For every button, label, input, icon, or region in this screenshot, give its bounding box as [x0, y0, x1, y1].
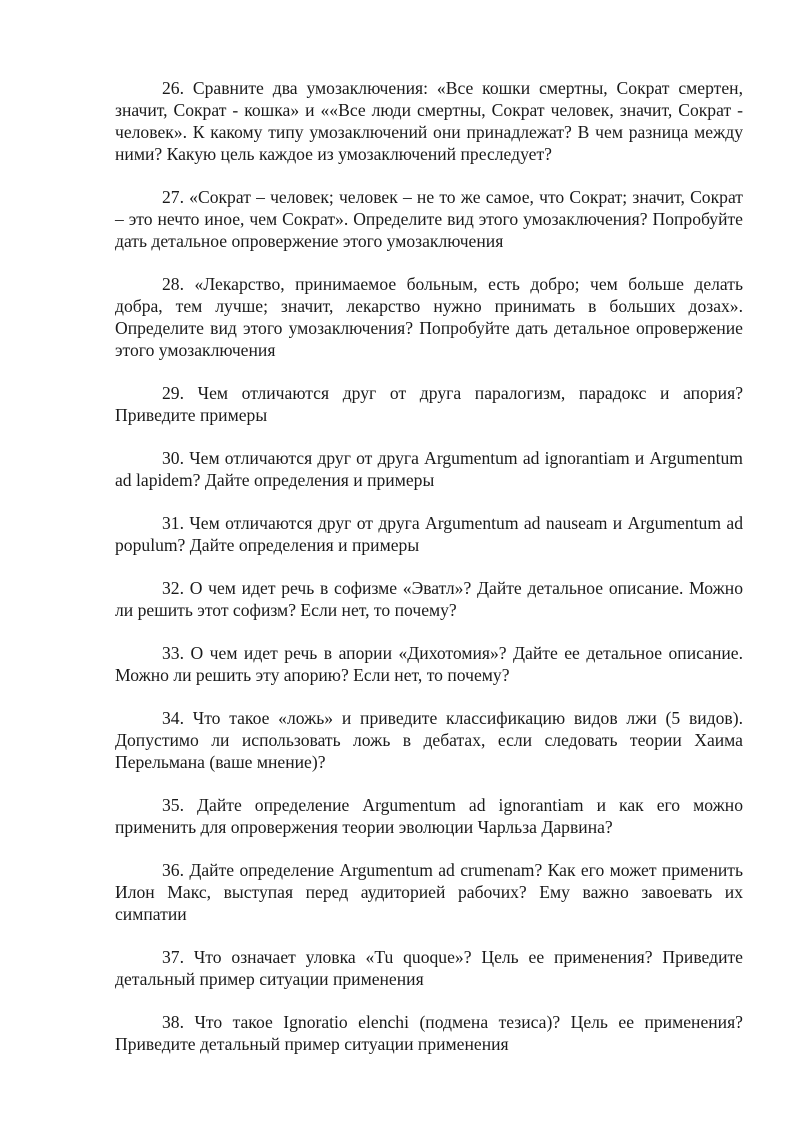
- question-37: 37. Что означает уловка «Tu quoque»? Цель ее применения? Приведите детальный пример ситуации применения: [115, 947, 743, 989]
- question-29: 29. Чем отличаются друг от друга паралогизм, парадокс и апория? Приведите примеры: [115, 383, 743, 425]
- question-27: 27. «Сократ – человек; человек – не то же самое, что Сократ; значит, Сократ – это нечто иное, чем Сократ». Определите вид этого умозаключения? Попробуйте дать детальное опровержение этого умозаключения: [115, 187, 743, 251]
- question-33: 33. О чем идет речь в апории «Дихотомия»? Дайте ее детальное описание. Можно ли решить эту апорию? Если нет, то почему?: [115, 643, 743, 685]
- question-35: 35. Дайте определение Argumentum ad ignorantiam и как его можно применить для опровержения теории эволюции Чарльза Дарвина?: [115, 795, 743, 837]
- question-28: 28. «Лекарство, принимаемое больным, есть добро; чем больше делать добра, тем лучше; значит, лекарство нужно принимать в больших дозах». Определите вид этого умозаключения? Попробуйте дать детальное опровержение этого умозаключения: [115, 274, 743, 360]
- question-34: 34. Что такое «ложь» и приведите классификацию видов лжи (5 видов). Допустимо ли использовать ложь в дебатах, если следовать теории Хаима Перельмана (ваше мнение)?: [115, 708, 743, 772]
- question-26: 26. Сравните два умозаключения: «Все кошки смертны, Сократ смертен, значит, Сократ - кошка» и ««Все люди смертны, Сократ человек, значит, Сократ - человек». К какому типу умозаключений они принадлежат? В чем разница между ними? Какую цель каждое из умозаключений преследует?: [115, 78, 743, 164]
- question-32: 32. О чем идет речь в софизме «Эватл»? Дайте детальное описание. Можно ли решить этот софизм? Если нет, то почему?: [115, 578, 743, 620]
- question-list: [115, 77, 743, 1055]
- question-30: 30. Чем отличаются друг от друга Argumentum ad ignorantiam и Argumentum ad lapidem? Дайте определения и примеры: [115, 448, 743, 490]
- question-38: 38. Что такое Ignoratio elenchi (подмена тезиса)? Цель ее применения? Приведите детальный пример ситуации применения: [115, 1012, 743, 1054]
- question-31: 31. Чем отличаются друг от друга Argumentum ad nauseam и Argumentum ad populum? Дайте определения и примеры: [115, 513, 743, 555]
- question-36: 36. Дайте определение Argumentum ad crumenam? Как его может применить Илон Макс, выступая перед аудиторией рабочих? Ему важно завоевать их симпатии: [115, 860, 743, 924]
